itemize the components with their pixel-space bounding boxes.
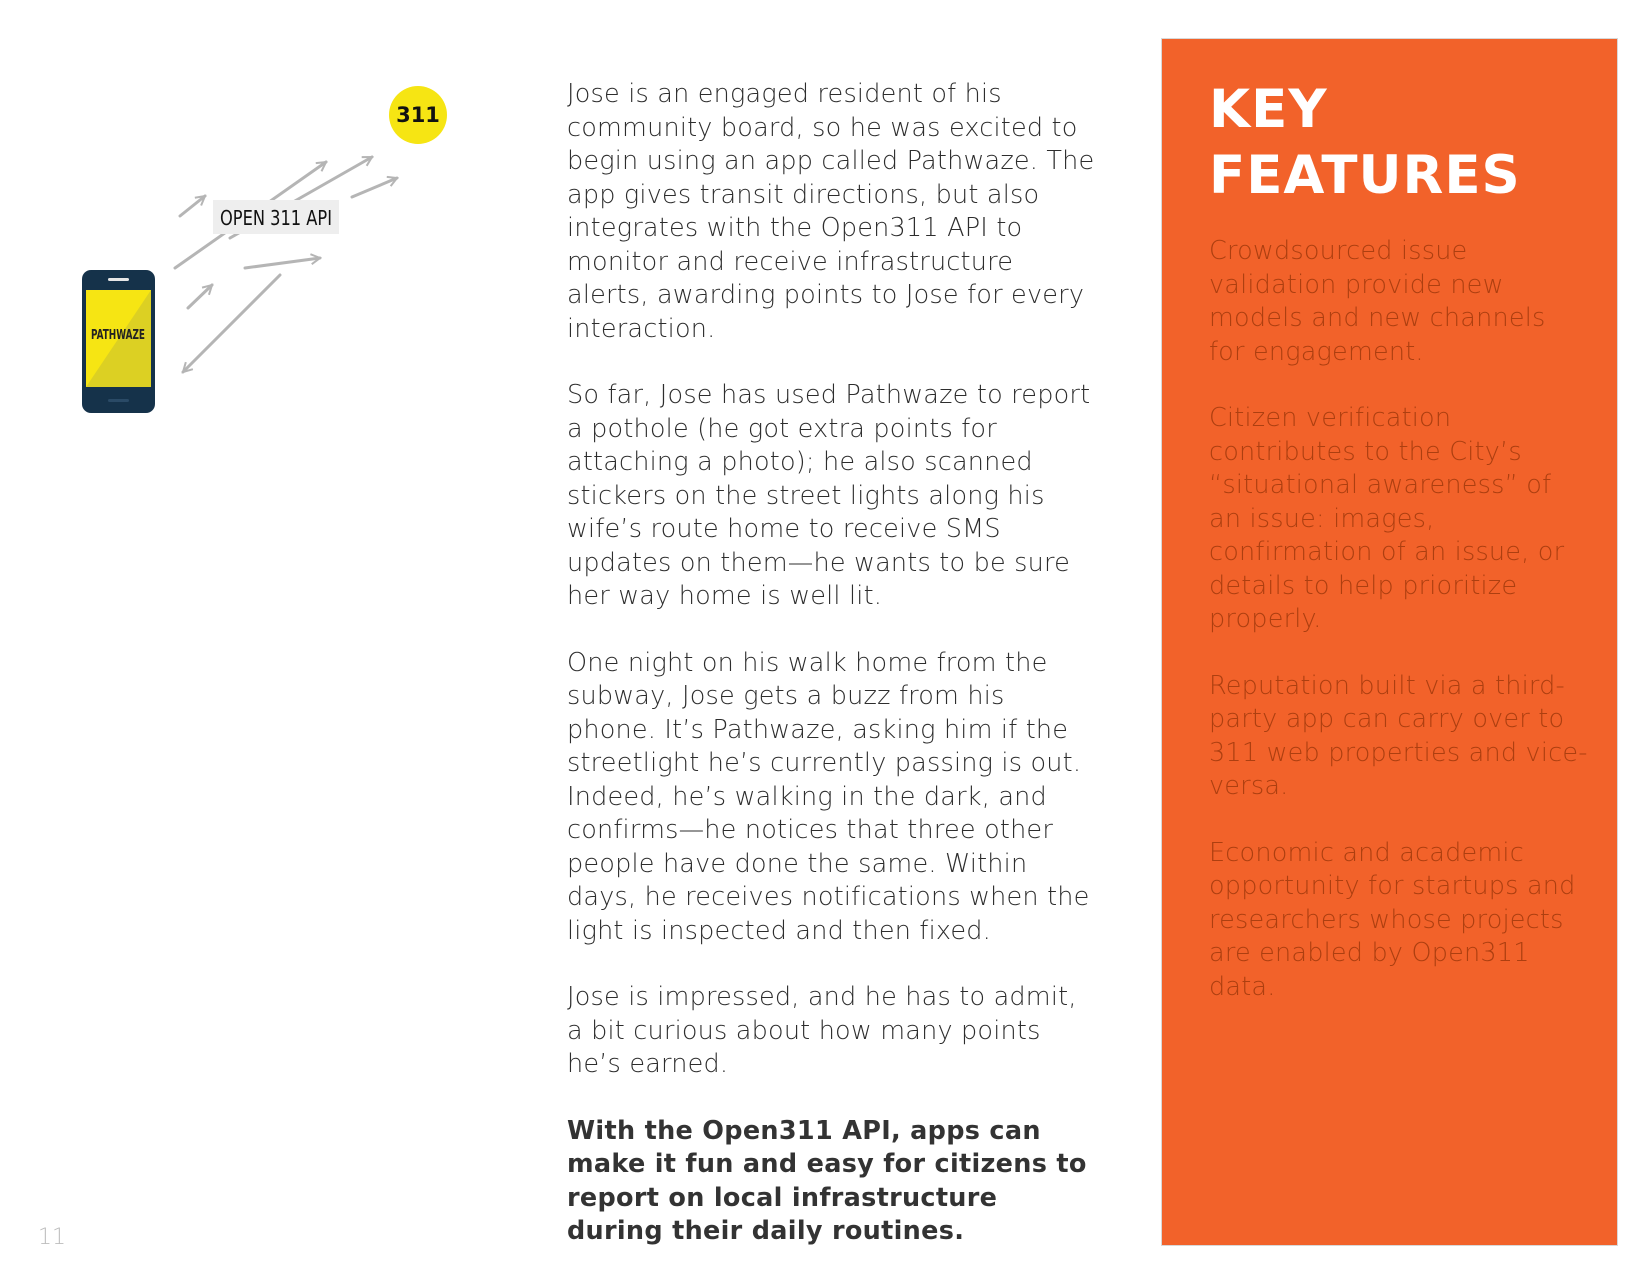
api-label: OPEN 311 API (220, 206, 332, 230)
page-number: 11 (38, 1225, 66, 1250)
key-features-list (1209, 235, 1589, 1037)
open311-illustration (0, 0, 520, 440)
arrow-up (180, 196, 205, 216)
key-features-panel (1161, 38, 1618, 1246)
story-paragraph: One night on his walk home from the subway, Jose gets a buzz from his phone. It’s Pathwaze, asking him if the streetlight he’s currently passing is out. Indeed, he’s walking in the dark, and confirms—he notices that three other people have done the same. Within days, he receives notifications when the light is inspected and then fixed. (567, 647, 1090, 946)
feature-item: Citizen verification contributes to the City’s “situational awareness” of an issue: images, confirmation of an issue, or details to help prioritize properly. (1209, 403, 1565, 634)
arrow-down (183, 275, 280, 372)
feature-item: Crowdsourced issue validation provide new models and new channels for engagement. (1209, 236, 1546, 367)
key-features-title (1209, 77, 1521, 209)
feature-item: Reputation built via a third-party app can carry over to 311 web properties and vice-versa. (1209, 670, 1588, 801)
arrow-up (352, 178, 397, 197)
story-paragraph: So far, Jose has used Pathwaze to report a pothole (he got extra points for attaching a photo); he also scanned stickers on the street lights along his wife’s route home to receive SMS updates on them—he wants to be sure her way home is well lit. (567, 380, 1091, 611)
arrow-up (188, 285, 212, 308)
api-arrows (175, 157, 397, 372)
311-badge-label: 311 (396, 103, 440, 127)
story-paragraph: Jose is an engaged resident of his community board, so he was excited to begin using an app called Pathwaze. The app gives transit directions, but also integrates with the Open311 API to monitor and receive infrastructure alerts, awarding points to Jose for every interaction. (567, 79, 1095, 344)
feature-item: Economic and academic opportunity for startups and researchers whose projects are enabled by Open311 data. (1209, 837, 1576, 1002)
story-column (567, 78, 1097, 1282)
title-line: KEY (1209, 79, 1328, 140)
title-line: FEATURES (1209, 145, 1521, 206)
story-paragraph: Jose is impressed, and he has to admit, a bit curious about how many points he’s earned. (567, 982, 1077, 1079)
arrow-up (245, 258, 320, 268)
story-lead-statement: With the Open311 API, apps can make it fun and easy for citizens to report on local infrastructure during their daily routines. (567, 1115, 1087, 1246)
phone-app-name: PATHWAZE (91, 328, 146, 343)
